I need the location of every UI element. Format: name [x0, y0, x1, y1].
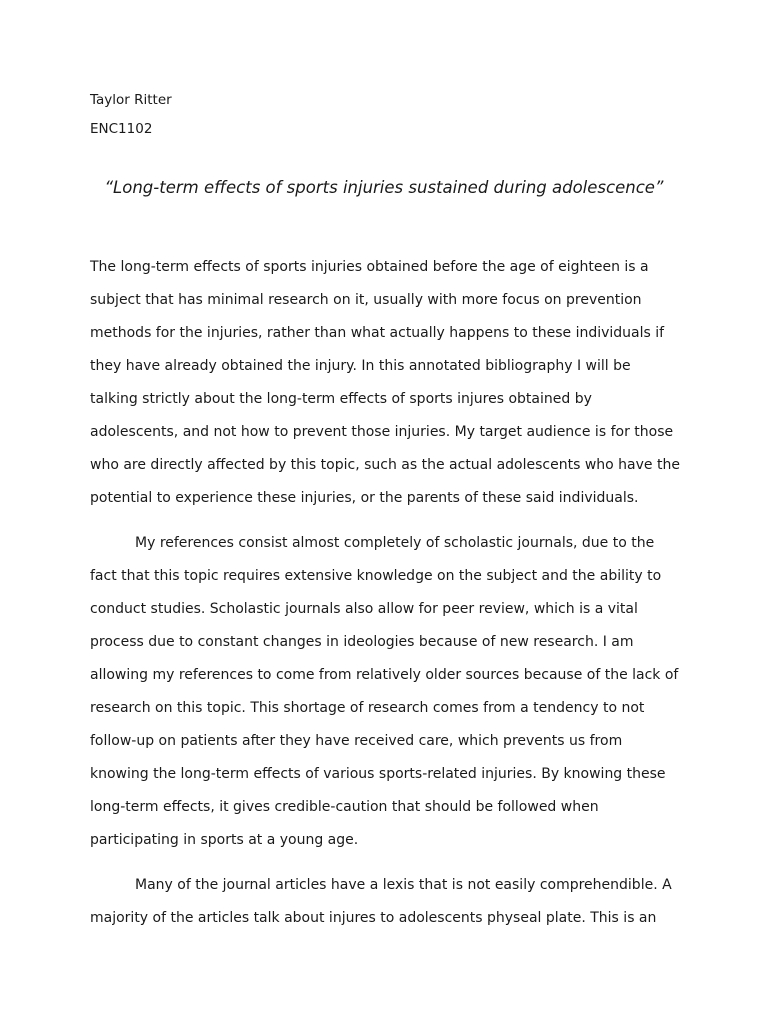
paragraph-introduction: The long-term effects of sports injuries obtained before the age of eighteen is a subject that has minimal research on it, usually with more focus on prevention methods for the injuries, rather than what actually happens to these individuals if they have already obtained the injury. In this annotated bibliography I will be talking strictly about the long-term effects of sports injures obtained by adolescents, and not how to prevent those injuries. My target audience is for those who are directly affected by this topic, such as the actual adolescents who have the potential to experience these injuries, or the parents of these said individuals.	[90, 259, 680, 506]
paragraph-lexis: Many of the journal articles have a lexis that is not easily comprehendible. A majority of the articles talk about injures to adolescents physeal plate. This is an	[90, 877, 672, 926]
author-name: Taylor Ritter	[90, 92, 172, 108]
course-code: ENC1102	[90, 121, 153, 137]
essay-title: “Long-term effects of sports injuries sustained during adolescence”	[104, 178, 664, 197]
paragraph-references: My references consist almost completely of scholastic journals, due to the fact that this topic requires extensive knowledge on the subject and the ability to conduct studies. Scholastic journals also allow for peer review, which is a vital process due to constant changes in ideologies because of new research. I am allowing my references to come from relatively older sources because of the lack of research on this topic. This shortage of research comes from a tendency to not follow-up on patients after they have received care, which prevents us from knowing the long-term effects of various sports-related injuries. By knowing these long-term effects, it gives credible-caution that should be followed when participating in sports at a young age.	[90, 535, 679, 848]
